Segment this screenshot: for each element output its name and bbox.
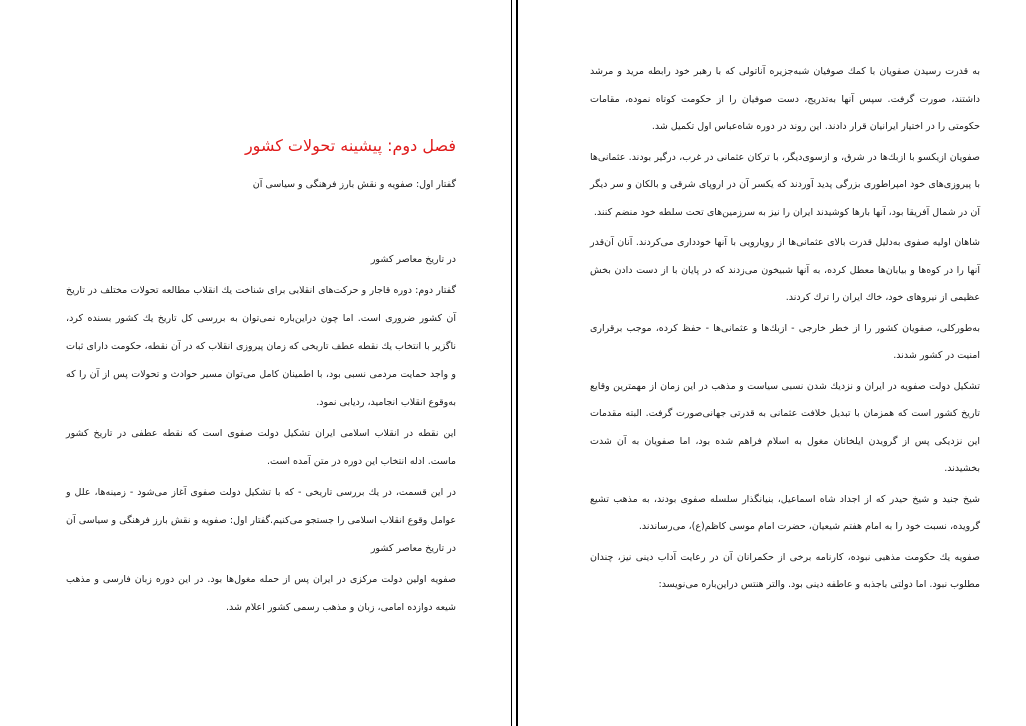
paragraph: به قدرت رسیدن صفویان با کمك صوفیان شبه‌جزیره آناتولی که با رهبر خود رابطه مرید و مرشد داشتند، صورت گرفت. سپس آنها به‌تدریج، دست صوفیان را از حکومت کوتاه نموده، مقامات حکومتی را در اختیار ایرانیان قرار دادند. این روند در دوره شاه‌عباس اول تکمیل شد. xyxy=(590,66,980,132)
paragraph: در تاریخ معاصر کشور xyxy=(370,254,456,265)
left-page xyxy=(0,0,512,726)
paragraph: تشکیل دولت صفویه در ایران و نزدیك شدن نسبی سیاست و مذهب در این زمان از مهمترین وقایع تاریخ کشور است که همزمان با تبدیل خلافت عثمانی به قدرتی جهانی‌صورت گرفت. البته مقدمات این نزدیکی پس از گرویدن ایلخانان مغول به اسلام فراهم شده بود، اما صفویان به آن شدت بخشیدند. xyxy=(590,380,980,474)
chapter-title: فصل دوم: پیشینه تحولات کشور xyxy=(244,136,456,155)
paragraph: صفویه یك حکومت مذهبی نبوده، کارنامه برخی از حکمرانان آن در رعایت آداب دینی نیز، چندان مطلوب نبود. اما دولتی باجذبه و عاطفه دینی بود. والتر هنتس دراین‌باره می‌نویسد: xyxy=(590,551,980,590)
paragraph: گفتار دوم: دوره قاجار و حرکت‌های انقلابی برای شناخت یك انقلاب مطالعه تحولات مختلف در تاریخ آن کشور ضروری است. اما چون دراین‌باره نمی‌توان به بررسی کل تاریخ یك کشور بسنده کرد، ناگزیر با انتخاب یك نقطه عطف تاریخی که زمان پیروزی انقلاب که در آن نقطه، حکومت دارای ثبات و واجد حمایت مردمی نسبی بود، با اطمینان کامل می‌توان مسیر حوادث و تحولات پس از آن را که به‌وقوع انقلاب انجامید، ردیابی نمود. xyxy=(66,285,456,408)
paragraph: شیخ جنید و شیخ حیدر که از اجداد شاه اسماعیل، بنیانگذار سلسله صفوی بودند، به مذهب تشیع گرویده، نسبت خود را به امام هفتم شیعیان، حضرت امام موسی کاظم(ع)، می‌رساندند. xyxy=(590,493,980,532)
paragraph: شاهان اولیه صفوی به‌دلیل قدرت بالای عثمانی‌ها از رویارویی با آنها خودداری می‌کردند. آنان آن‌قدر آنها را در کوه‌ها و بیابان‌ها معطل کرده، به آنها شبیخون می‌زدند که در پایان با از دست دادن بخش عظیمی از نیروهای خود، خاك ایران را ترك کردند. xyxy=(590,237,980,303)
paragraph: به‌طورکلی، صفویان کشور را از خطر خارجی - ازبك‌ها و عثمانی‌ها - حفظ کرده، موجب برقراری امنیت در کشور شدند. xyxy=(590,322,980,361)
left-page-content xyxy=(66,136,456,625)
paragraph: در این قسمت، در یك بررسی تاریخی - که با تشکیل دولت صفوی آغاز می‌شود - زمینه‌ها، علل و عوامل وقوع انقلاب اسلامی را جستجو می‌کنیم.گفتار اول: صفویه و نقش بارز فرهنگی و سیاسی آن در تاریخ معاصر کشور xyxy=(66,487,456,554)
right-page xyxy=(516,0,1026,726)
paragraph: صفویه اولین دولت مرکزی در ایران پس از حمله مغول‌ها بود. در این دوره زبان فارسی و مذهب شیعه دوازده امامی، زبان و مذهب رسمی کشور اعلام شد. xyxy=(66,574,456,613)
section-heading: گفتار اول: صفویه و نقش بارز فرهنگی و سیاسی آن xyxy=(252,179,456,190)
paragraph: این نقطه در انقلاب اسلامی ایران تشکیل دولت صفوی است که نقطه عطفی در تاریخ کشور ماست. ادله انتخاب این دوره در متن آمده است. xyxy=(66,428,456,467)
paragraph: صفویان ازیکسو با ازبك‌ها در شرق، و ازسوی‌دیگر، با ترکان عثمانی در غرب، درگیر بودند. عثمانی‌ها با پیروزی‌های خود امپراطوری بزرگی پدید آوردند که یکسر آن در اروپای شرقی و بالکان و سر دیگر آن در شمال آفریقا بود، آنها بارها کوشیدند ایران را نیز به سرزمین‌های تحت سلطه خود منضم کنند. xyxy=(590,151,980,218)
right-page-content xyxy=(590,58,980,602)
